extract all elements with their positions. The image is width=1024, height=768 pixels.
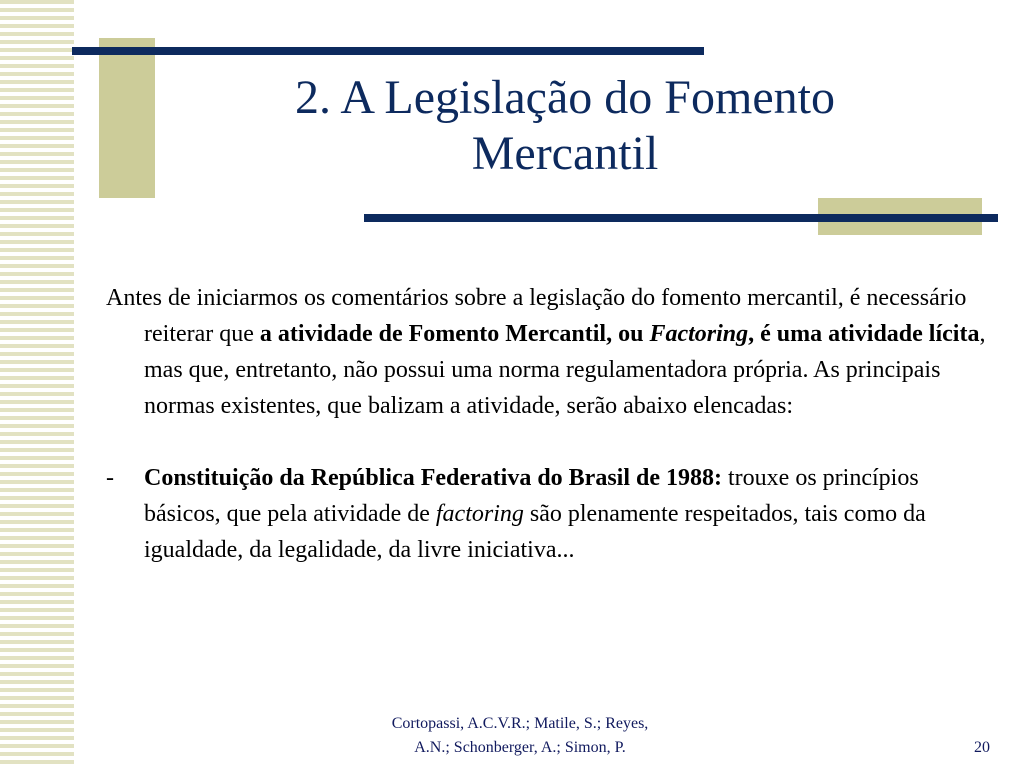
intro-bold-italic: Factoring bbox=[649, 321, 749, 347]
decorative-side-stripes bbox=[0, 0, 74, 768]
bullet-dash: - bbox=[106, 465, 114, 491]
decorative-olive-block-left bbox=[99, 38, 155, 198]
intro-text-start: Antes de iniciarmos os comentários sobre a legislação do fomento mercantil, é necessário reiterar que bbox=[106, 285, 967, 347]
intro-paragraph bbox=[106, 280, 986, 424]
footer-credit bbox=[340, 712, 700, 760]
bullet-italic: factoring bbox=[435, 501, 524, 527]
slide-title bbox=[170, 70, 960, 182]
intro-bold-start: a atividade de Fomento Mercantil, ou bbox=[259, 321, 650, 347]
bullet-text-start: trouxe os princípios básicos, que pela atividade de bbox=[144, 465, 919, 527]
title-line-1: 2. A Legislação do Fomento bbox=[295, 71, 835, 124]
bullet-heading: Constituição da República Federativa do Brasil de 1988: bbox=[144, 465, 723, 491]
title-rule-top bbox=[72, 47, 704, 55]
intro-bold-end: , é uma atividade lícita bbox=[748, 321, 980, 347]
bullet-text-end: são plenamente respeitados, tais como da igualdade, da legalidade, da livre iniciativa... bbox=[144, 501, 926, 563]
title-line-2: Mercantil bbox=[471, 127, 659, 180]
slide-body bbox=[106, 280, 986, 568]
title-rule-bottom bbox=[364, 214, 998, 222]
intro-text-end: , mas que, entretanto, não possui uma norma regulamentadora própria. As principais normas existentes, que balizam a atividade, serão abaixo elencadas: bbox=[144, 321, 986, 419]
bullet-item bbox=[106, 460, 986, 568]
footer-credit-line-2: A.N.; Schonberger, A.; Simon, P. bbox=[414, 739, 626, 756]
footer-credit-line-1: Cortopassi, A.C.V.R.; Matile, S.; Reyes, bbox=[391, 715, 649, 732]
page-number: 20 bbox=[974, 739, 990, 756]
